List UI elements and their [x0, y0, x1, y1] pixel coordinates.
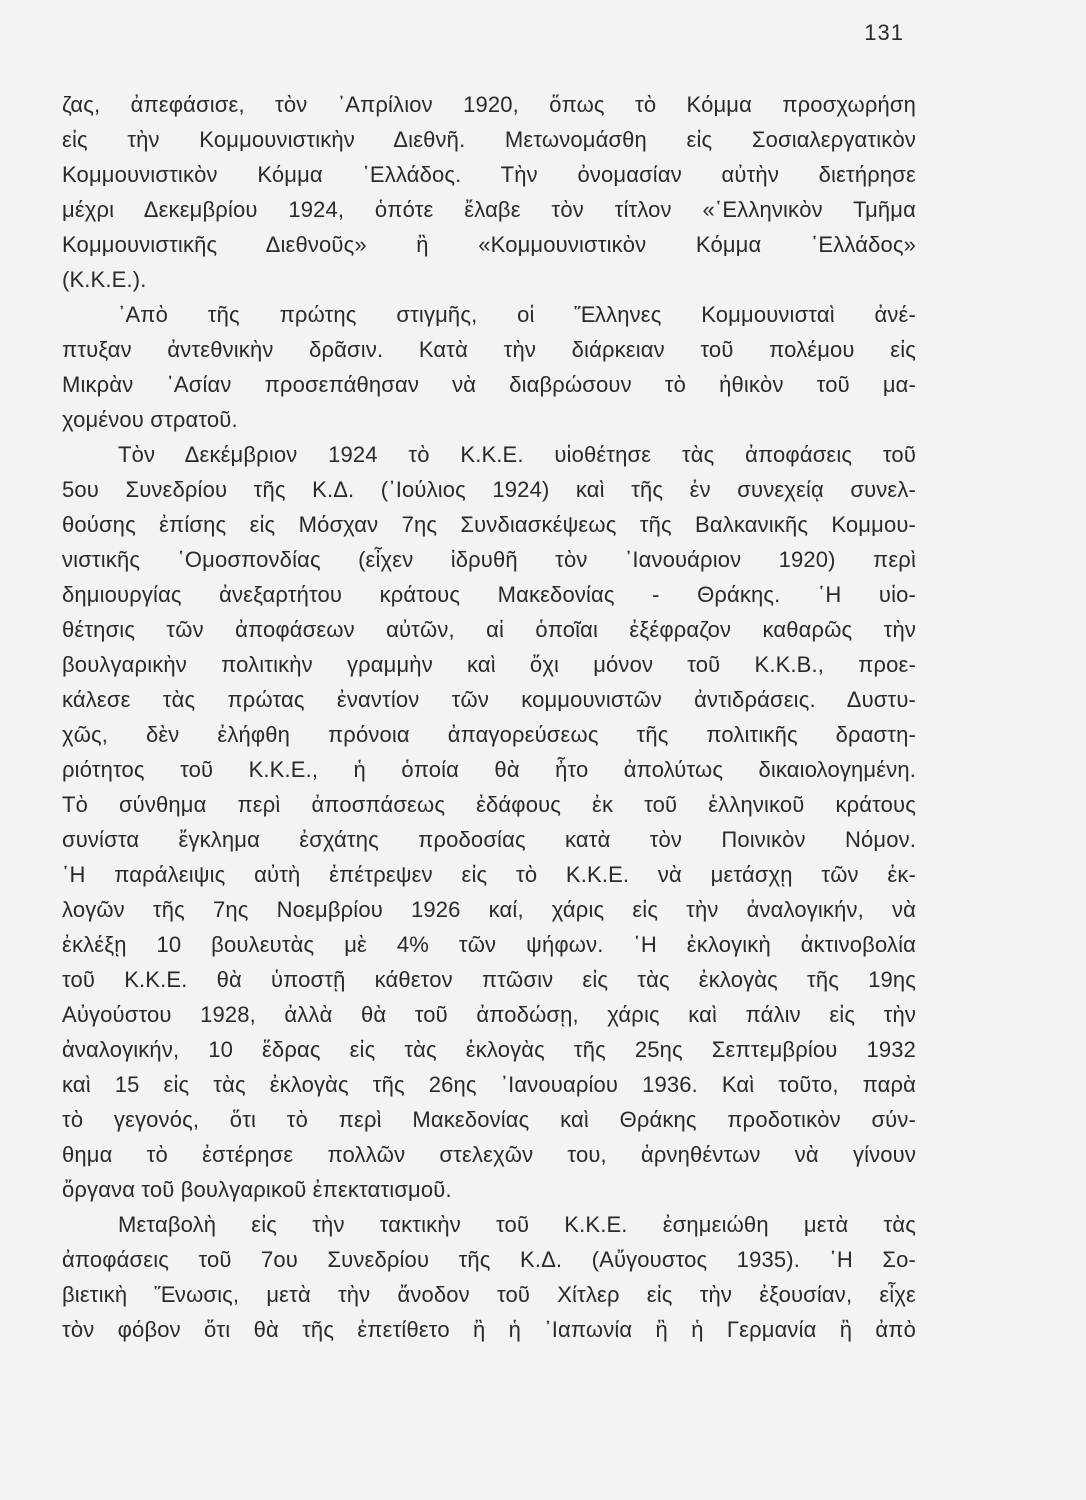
text-line: χῶς, δὲν ἐλήφθη πρόνοια ἀπαγορεύσεως τῆς πολιτικῆς δραστη- [62, 722, 916, 747]
text-line: Μικρὰν ᾿Ασίαν προσεπάθησαν νὰ διαβρώσουν τὸ ἠθικὸν τοῦ μα- [62, 372, 916, 397]
text-line: τὸν φόβον ὅτι θὰ τῆς ἐπετίθετο ἢ ἡ ᾿Ιαπωνία ἢ ἡ Γερμανία ἢ ἀπὸ [62, 1317, 916, 1342]
text-line: ζας, ἀπεφάσισε, τὸν ᾿Απρίλιον 1920, ὅπως τὸ Κόμμα προσχωρήση [62, 92, 916, 117]
text-line: θούσης ἐπίσης εἰς Μόσχαν 7ης Συνδιασκέψεως τῆς Βαλκανικῆς Κομμου- [62, 512, 916, 537]
text-line: συνίστα ἔγκλημα ἐσχάτης προδοσίας κατὰ τὸν Ποινικὸν Νόμον. [62, 827, 916, 852]
text-line: κάλεσε τὰς πρώτας ἐναντίον τῶν κομμουνιστῶν ἀντιδράσεις. Δυστυ- [62, 687, 916, 712]
text-line: πτυξαν ἀντεθνικὴν δρᾶσιν. Κατὰ τὴν διάρκειαν τοῦ πολέμου εἰς [62, 337, 916, 362]
text-line: ριότητος τοῦ Κ.Κ.Ε., ἡ ὁποία θὰ ἦτο ἀπολύτως δικαιολογημένη. [62, 757, 916, 782]
text-line: μέχρι Δεκεμβρίου 1924, ὁπότε ἔλαβε τὸν τίτλον «῾Ελληνικὸν Τμῆμα [62, 197, 916, 222]
text-line: Τὸν Δεκέμβριον 1924 τὸ Κ.Κ.Ε. υἱοθέτησε τὰς ἀποφάσεις τοῦ [118, 442, 916, 467]
text-line: ᾿Απὸ τῆς πρώτης στιγμῆς, οἱ Ἕλληνες Κομμουνισταὶ ἀνέ- [118, 302, 916, 327]
text-line: δημιουργίας ἀνεξαρτήτου κράτους Μακεδονίας - Θράκης. ῾Η υἱο- [62, 582, 916, 607]
text-line: ἀναλογικήν, 10 ἕδρας εἰς τὰς ἐκλογὰς τῆς 25ης Σεπτεμβρίου 1932 [62, 1037, 916, 1062]
text-line: Μεταβολὴ εἰς τὴν τακτικὴν τοῦ Κ.Κ.Ε. ἐσημειώθη μετὰ τὰς [118, 1212, 916, 1237]
text-line: τοῦ Κ.Κ.Ε. θὰ ὑποστῇ κάθετον πτῶσιν εἰς τὰς ἐκλογὰς τῆς 19ης [62, 967, 916, 992]
page-number: 131 [864, 20, 904, 45]
text-line: βουλγαρικὴν πολιτικὴν γραμμὴν καὶ ὄχι μόνον τοῦ Κ.Κ.Β., προε- [62, 652, 916, 677]
text-line: (Κ.Κ.Ε.). [62, 267, 147, 292]
text-line: 5ου Συνεδρίου τῆς Κ.Δ. (᾿Ιούλιος 1924) καὶ τῆς ἐν συνεχείᾳ συνελ- [62, 477, 916, 502]
text-line: καὶ 15 εἰς τὰς ἐκλογὰς τῆς 26ης ᾿Ιανουαρίου 1936. Καὶ τοῦτο, παρὰ [62, 1072, 916, 1097]
text-line: θέτησις τῶν ἀποφάσεων αὐτῶν, αἱ ὁποῖαι ἐξέφραζον καθαρῶς τὴν [62, 617, 916, 642]
body-text [62, 87, 916, 1347]
text-line: νιστικῆς ῾Ομοσπονδίας (εἶχεν ἱδρυθῆ τὸν ᾿Ιανουάριον 1920) περὶ [62, 547, 916, 572]
text-line: Αὐγούστου 1928, ἀλλὰ θὰ τοῦ ἀποδώσῃ, χάρις καὶ πάλιν εἰς τὴν [62, 1002, 916, 1027]
text-line: Κομμουνιστικὸν Κόμμα ῾Ελλάδος. Τὴν ὀνομασίαν αὐτὴν διετήρησε [62, 162, 916, 187]
text-line: εἰς τὴν Κομμουνιστικὴν Διεθνῆ. Μετωνομάσθη εἰς Σοσιαλεργατικὸν [62, 127, 916, 152]
text-line: Κομμουνιστικῆς Διεθνοῦς» ἢ «Κομμουνιστικὸν Κόμμα ῾Ελλάδος» [62, 232, 916, 257]
text-line: ἀποφάσεις τοῦ 7ου Συνεδρίου τῆς Κ.Δ. (Αὔγουστος 1935). ῾Η Σο- [62, 1247, 916, 1272]
text-line: θημα τὸ ἐστέρησε πολλῶν στελεχῶν του, ἀρνηθέντων νὰ γίνουν [62, 1142, 916, 1167]
text-line: ὄργανα τοῦ βουλγαρικοῦ ἐπεκτατισμοῦ. [62, 1177, 452, 1202]
text-line: ῾Η παράλειψις αὐτὴ ἐπέτρεψεν εἰς τὸ Κ.Κ.Ε. νὰ μετάσχῃ τῶν ἐκ- [62, 862, 916, 887]
text-line: χομένου στρατοῦ. [62, 407, 238, 432]
text-line: λογῶν τῆς 7ης Νοεμβρίου 1926 καί, χάρις εἰς τὴν ἀναλογικήν, νὰ [62, 897, 916, 922]
text-line: ἐκλέξῃ 10 βουλευτὰς μὲ 4% τῶν ψήφων. ῾Η ἐκλογικὴ ἀκτινοβολία [62, 932, 916, 957]
text-line: τὸ γεγονός, ὅτι τὸ περὶ Μακεδονίας καὶ Θράκης προδοτικὸν σύν- [62, 1107, 916, 1132]
text-line: Τὸ σύνθημα περὶ ἀποσπάσεως ἐδάφους ἐκ τοῦ ἑλληνικοῦ κράτους [62, 792, 916, 817]
text-line: βιετικὴ Ἕνωσις, μετὰ τὴν ἄνοδον τοῦ Χίτλερ εἰς τὴν ἐξουσίαν, εἶχε [62, 1282, 916, 1307]
